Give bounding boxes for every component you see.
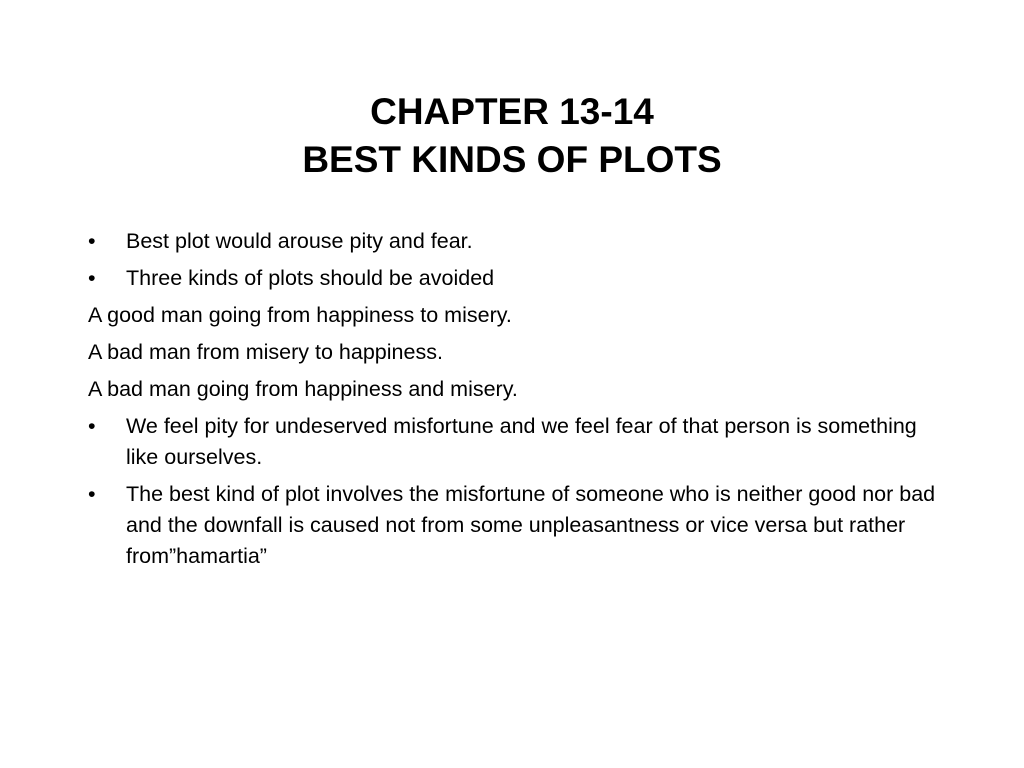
- plain-line: [88, 300, 948, 331]
- plain-line: [88, 374, 948, 405]
- bullet-text: We feel pity for undeserved misfortune and we feel fear of that person is something like ourselves.: [126, 414, 917, 469]
- bullet-item: [88, 411, 948, 473]
- plain-text: A good man going from happiness to misery.: [88, 303, 512, 327]
- bullet-item: [88, 263, 948, 294]
- bullet-item: [88, 226, 948, 257]
- plain-text: A bad man going from happiness and misery.: [88, 377, 518, 401]
- bullet-marker: •: [88, 229, 96, 253]
- title-line-topic: BEST KINDS OF PLOTS: [302, 139, 722, 180]
- plain-line: [88, 337, 948, 368]
- slide-body: [88, 226, 948, 578]
- bullet-marker: •: [88, 266, 96, 290]
- bullet-text: The best kind of plot involves the misfortune of someone who is neither good nor bad and the downfall is caused not from some unpleasantness or vice versa but rather from”hamartia”: [126, 482, 936, 568]
- title-line-chapter: CHAPTER 13-14: [370, 91, 654, 132]
- bullet-text: Best plot would arouse pity and fear.: [126, 229, 473, 253]
- bullet-marker: •: [88, 482, 96, 506]
- bullet-text: Three kinds of plots should be avoided: [126, 266, 495, 290]
- bullet-item: [88, 479, 948, 572]
- slide-title: [0, 88, 1024, 184]
- plain-text: A bad man from misery to happiness.: [88, 340, 443, 364]
- bullet-marker: •: [88, 414, 96, 438]
